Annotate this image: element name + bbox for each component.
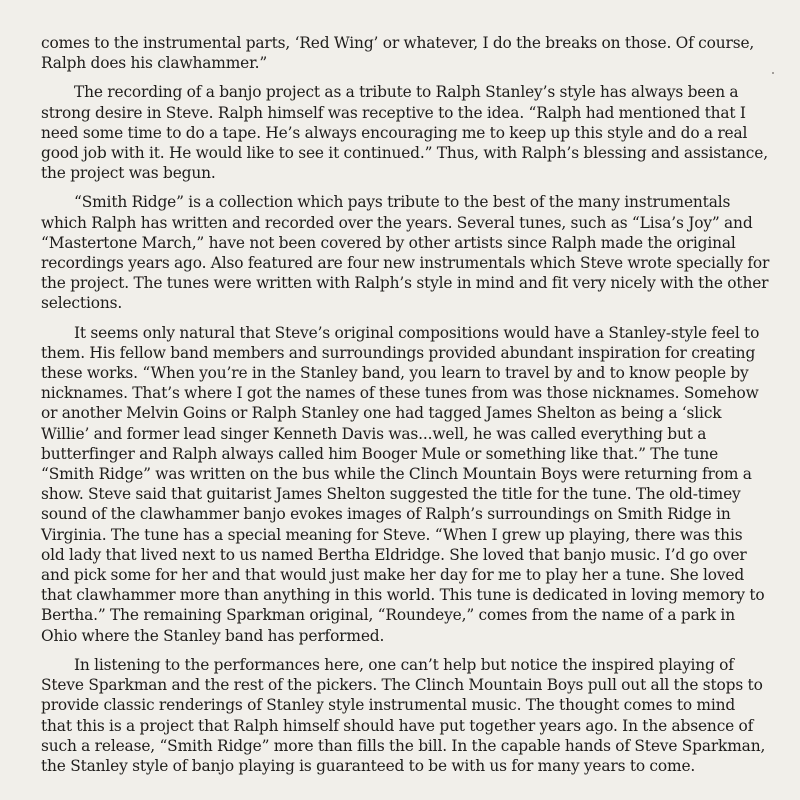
- paragraph-tribute-project: The recording of a banjo project as a tribute to Ralph Stanley’s style has always been a strong desire in Steve. Ralph himself was receptive to the idea. “Ralph had mentioned that I need some time to do a tape. He’s always encouraging me to keep up this style and do a real good job with it. He would like to see it continued.” Thus, with Ralph’s blessing and assistance, the project was begun.: [41, 83, 768, 183]
- paragraph-smith-ridge-collection: “Smith Ridge” is a collection which pays tribute to the best of the many instrumentals which Ralph has written and recorded over the years. Several tunes, such as “Lisa’s Joy” and “Mastertone March,” have not been covered by other artists since Ralph made the original recordings years ago. Also featured are four new instrumentals which Steve wrote specially for the project. The tunes were written with Ralph’s style in mind and fit very nicely with the other selections.: [41, 193, 770, 313]
- paragraph-original-compositions: It seems only natural that Steve’s original compositions would have a Stanley-style feel to them. His fellow band members and surroundings provided abundant inspiration for creating these works. “When you’re in the Stanley band, you learn to travel by and to know people by nicknames. That’s where I got the names of these tunes from was those nicknames. Somehow or another Melvin Goins or Ralph Stanley one had tagged James Shelton as being a ‘slick Willie’ and former lead singer Kenneth Davis was...well, he was called everything but a butterfinger and Ralph always called him Booger Mule or something like that.” The tune “Smith Ridge” was written on the bus while the Clinch Mountain Boys were returning from a show. Steve said that guitarist James Shelton suggested the title for the tune. The old-timey sound of the clawhammer banjo evokes images of Ralph’s surroundings on Smith Ridge in Virginia. The tune has a special meaning for Steve. “When I grew up playing, there was this old lady that lived next to us named Bertha Eldridge. She loved that banjo music. I’d go over and pick some for her and that would just make her day for me to play her a tune. She loved that clawhammer more than anything in this world. This tune is dedicated in loving memory to Bertha.” The remaining Sparkman original, “Roundeye,” comes from the name of a park in Ohio where the Stanley band has performed.: [41, 323, 765, 645]
- paragraph-continuation: comes to the instrumental parts, ‘Red Wing’ or whatever, I do the breaks on those. Of course, Ralph does his clawhammer.”: [41, 34, 755, 73]
- paper-speck: [772, 72, 774, 74]
- paragraph-closing: In listening to the performances here, one can’t help but notice the inspired playing of Steve Sparkman and the rest of the pickers. The Clinch Mountain Boys pull out all the stops to provide classic renderings of Stanley style instrumental music. The thought comes to mind that this is a project that Ralph himself should have put together years ago. In the absence of such a release, “Smith Ridge” more than fills the bill. In the capable hands of Steve Sparkman, the Stanley style of banjo playing is guaranteed to be with us for many years to come.: [41, 655, 766, 775]
